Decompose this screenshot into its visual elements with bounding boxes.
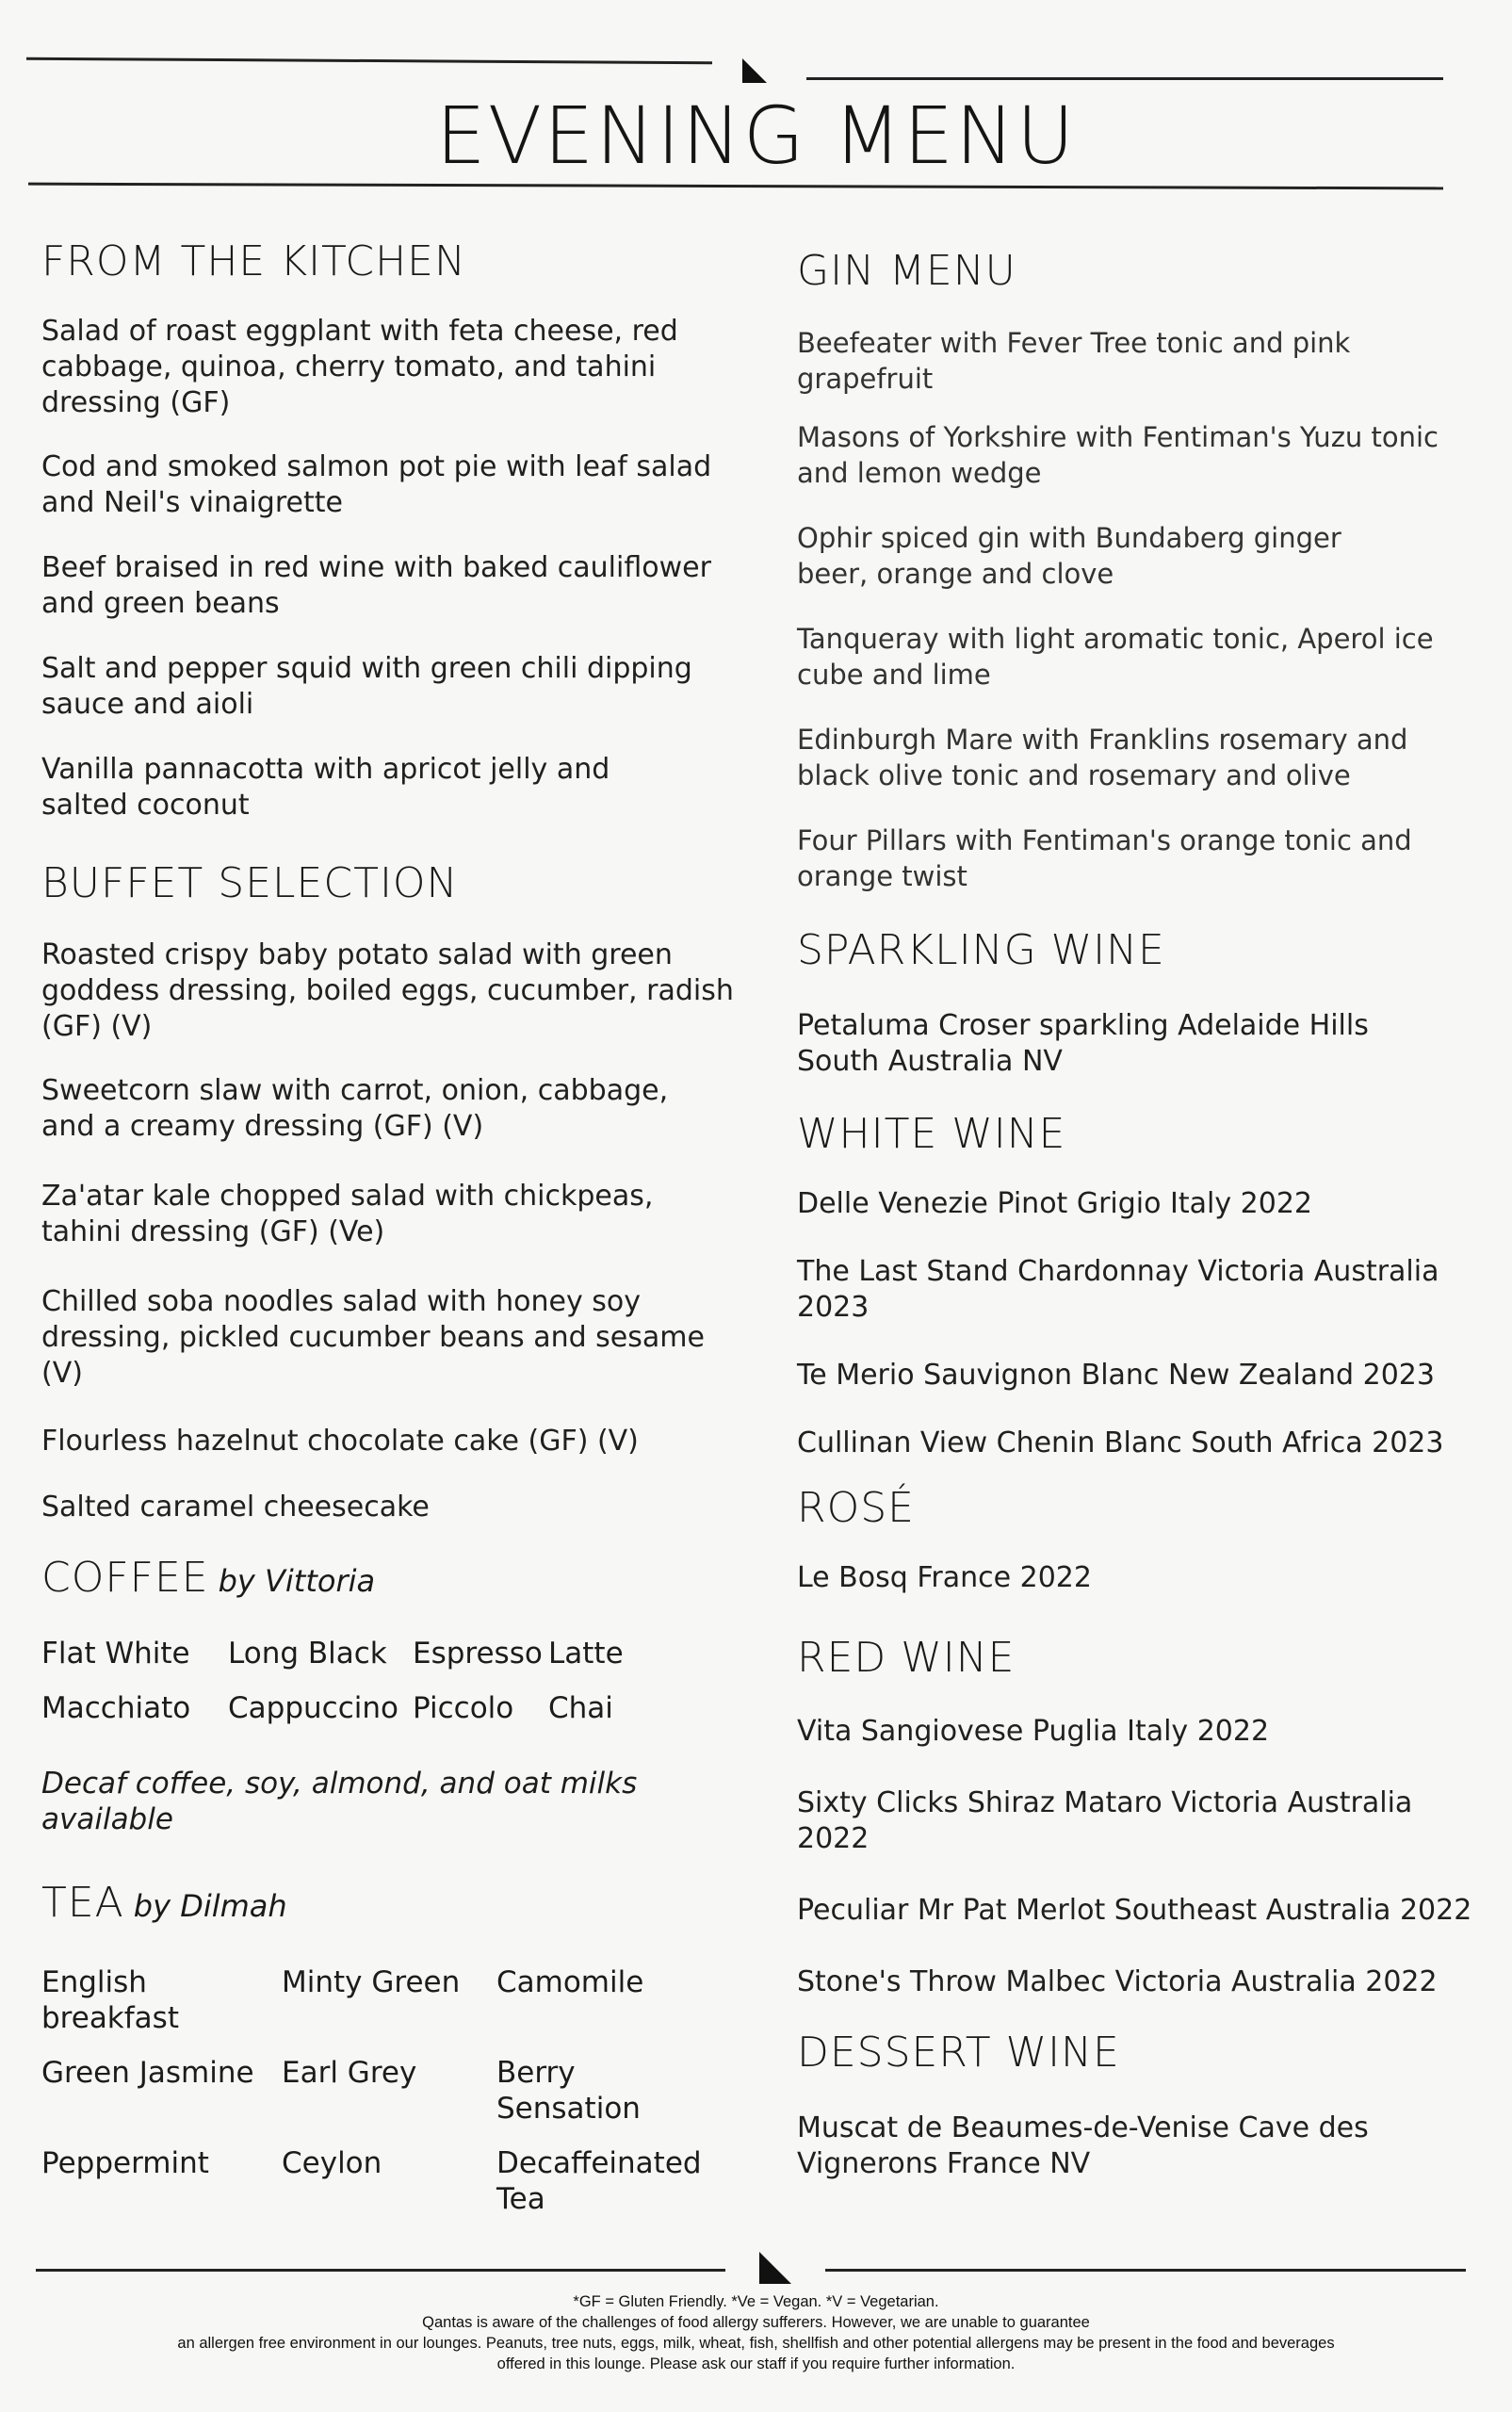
coffee-heading bbox=[41, 1554, 739, 1602]
white-item: The Last Stand Chardonnay Victoria Australia 2023 bbox=[797, 1255, 1439, 1324]
top-triangle-icon bbox=[742, 58, 767, 83]
coffee-item: Espresso bbox=[413, 1637, 543, 1670]
tea-item: Berry Sensation bbox=[496, 2056, 641, 2126]
coffee-item: Piccolo bbox=[413, 1691, 514, 1725]
coffee-item: Cappuccino bbox=[228, 1691, 398, 1725]
red-heading: RED WINE bbox=[797, 1634, 1016, 1682]
coffee-item: Macchiato bbox=[41, 1691, 191, 1725]
tea-item: Green Jasmine bbox=[41, 2056, 254, 2090]
dessert-item: Muscat de Beaumes-de-Venise Cave des Vignerons France NV bbox=[797, 2111, 1369, 2180]
buffet-item: Flourless hazelnut chocolate cake (GF) (V) bbox=[41, 1425, 639, 1458]
allergen-footer bbox=[57, 2291, 1455, 2374]
gin-item: Ophir spiced gin with Bundaberg ginger beer, orange and clove bbox=[797, 522, 1341, 590]
left-column bbox=[41, 219, 739, 2217]
coffee-item: Long Black bbox=[228, 1637, 387, 1670]
red-item: Sixty Clicks Shiraz Mataro Victoria Australia 2022 bbox=[797, 1786, 1413, 1855]
red-item: Vita Sangiovese Puglia Italy 2022 bbox=[797, 1715, 1270, 1748]
tea-item: Earl Grey bbox=[282, 2056, 417, 2090]
tea-list bbox=[41, 1964, 739, 2217]
gin-item: Masons of Yorkshire with Fentiman's Yuzu tonic and lemon wedge bbox=[797, 421, 1439, 489]
gin-item: Beefeater with Fever Tree tonic and pink grapefruit bbox=[797, 327, 1351, 395]
tea-item: Camomile bbox=[496, 1965, 644, 1999]
tea-item: Ceylon bbox=[282, 2146, 382, 2180]
gin-item: Tanqueray with light aromatic tonic, Aperol ice cube and lime bbox=[797, 623, 1434, 691]
tea-item: English breakfast bbox=[41, 1965, 179, 2035]
bottom-rule-left bbox=[36, 2269, 725, 2272]
right-column bbox=[797, 219, 1475, 2182]
top-rule-left bbox=[26, 57, 712, 64]
footer-line: Qantas is aware of the challenges of food allergy sufferers. However, we are unable to guarantee bbox=[422, 2314, 1090, 2331]
bottom-triangle-icon bbox=[759, 2252, 791, 2284]
gin-item: Edinburgh Mare with Franklins rosemary and black olive tonic and rosemary and olive bbox=[797, 724, 1408, 791]
red-item: Peculiar Mr Pat Merlot Southeast Australia 2022 bbox=[797, 1894, 1472, 1927]
white-heading: WHITE WINE bbox=[797, 1110, 1066, 1158]
white-item: Delle Venezie Pinot Grigio Italy 2022 bbox=[797, 1187, 1313, 1220]
tea-title: TEA bbox=[41, 1879, 124, 1927]
buffet-item: Roasted crispy baby potato salad with green goddess dressing, boiled eggs, cucumber, radish (GF) (V) bbox=[41, 938, 734, 1043]
kitchen-item: Vanilla pannacotta with apricot jelly and salted coconut bbox=[41, 753, 610, 822]
gin-heading: GIN MENU bbox=[797, 247, 1016, 295]
footer-line: offered in this lounge. Please ask our staff if you require further information. bbox=[496, 2355, 1016, 2372]
coffee-brand: by Vittoria bbox=[218, 1563, 376, 1599]
rose-item: Le Bosq France 2022 bbox=[797, 1561, 1092, 1594]
footer-line: an allergen free environment in our lounges. Peanuts, tree nuts, eggs, milk, wheat, fish, shellfish and other potential allergens may be present in the food and beverages bbox=[177, 2335, 1335, 2352]
tea-item: Peppermint bbox=[41, 2146, 209, 2180]
red-item: Stone's Throw Malbec Victoria Australia 2022 bbox=[797, 1965, 1438, 1998]
kitchen-item: Salt and pepper squid with green chili dipping sauce and aioli bbox=[41, 652, 692, 721]
buffet-heading: BUFFET SELECTION bbox=[41, 859, 459, 907]
coffee-title: COFFEE bbox=[41, 1554, 209, 1602]
coffee-item: Chai bbox=[548, 1691, 613, 1725]
kitchen-item: Salad of roast eggplant with feta cheese, red cabbage, quinoa, cherry tomato, and tahini dressing (GF) bbox=[41, 315, 678, 419]
tea-item: Decaffeinated Tea bbox=[496, 2146, 702, 2216]
tea-heading bbox=[41, 1879, 739, 1927]
menu-title: EVENING MENU bbox=[435, 90, 1077, 182]
buffet-item: Chilled soba noodles salad with honey soy dressing, pickled cucumber beans and sesame (V) bbox=[41, 1285, 705, 1390]
coffee-item: Flat White bbox=[41, 1637, 190, 1670]
kitchen-item: Beef braised in red wine with baked cauliflower and green beans bbox=[41, 551, 711, 620]
coffee-note: Decaf coffee, soy, almond, and oat milks available bbox=[41, 1767, 638, 1836]
coffee-item: Latte bbox=[548, 1637, 624, 1670]
rose-heading: ROSÉ bbox=[797, 1484, 915, 1532]
gin-section bbox=[797, 247, 1475, 894]
coffee-list bbox=[41, 1636, 739, 1726]
buffet-item: Salted caramel cheesecake bbox=[41, 1491, 430, 1524]
buffet-item: Sweetcorn slaw with carrot, onion, cabbage, and a creamy dressing (GF) (V) bbox=[41, 1074, 669, 1143]
kitchen-heading: FROM THE KITCHEN bbox=[41, 237, 466, 285]
buffet-item: Za'atar kale chopped salad with chickpeas, tahini dressing (GF) (Ve) bbox=[41, 1180, 654, 1248]
gin-item: Four Pillars with Fentiman's orange tonic and orange twist bbox=[797, 824, 1412, 892]
top-rule-right bbox=[806, 77, 1443, 80]
tea-item: Minty Green bbox=[282, 1965, 461, 1999]
sparkling-heading: SPARKLING WINE bbox=[797, 926, 1165, 974]
tea-brand: by Dilmah bbox=[133, 1888, 287, 1924]
dessert-heading: DESSERT WINE bbox=[797, 2029, 1120, 2077]
kitchen-item: Cod and smoked salmon pot pie with leaf salad and Neil's vinaigrette bbox=[41, 450, 712, 519]
white-item: Te Merio Sauvignon Blanc New Zealand 2023 bbox=[797, 1359, 1435, 1392]
footer-legend: *GF = Gluten Friendly. *Ve = Vegan. *V = Vegetarian. bbox=[573, 2293, 939, 2310]
white-item: Cullinan View Chenin Blanc South Africa 2023 bbox=[797, 1426, 1444, 1459]
sparkling-item: Petaluma Croser sparkling Adelaide Hills South Australia NV bbox=[797, 1009, 1369, 1078]
bottom-rule-right bbox=[825, 2269, 1466, 2272]
title-underline bbox=[28, 183, 1443, 190]
